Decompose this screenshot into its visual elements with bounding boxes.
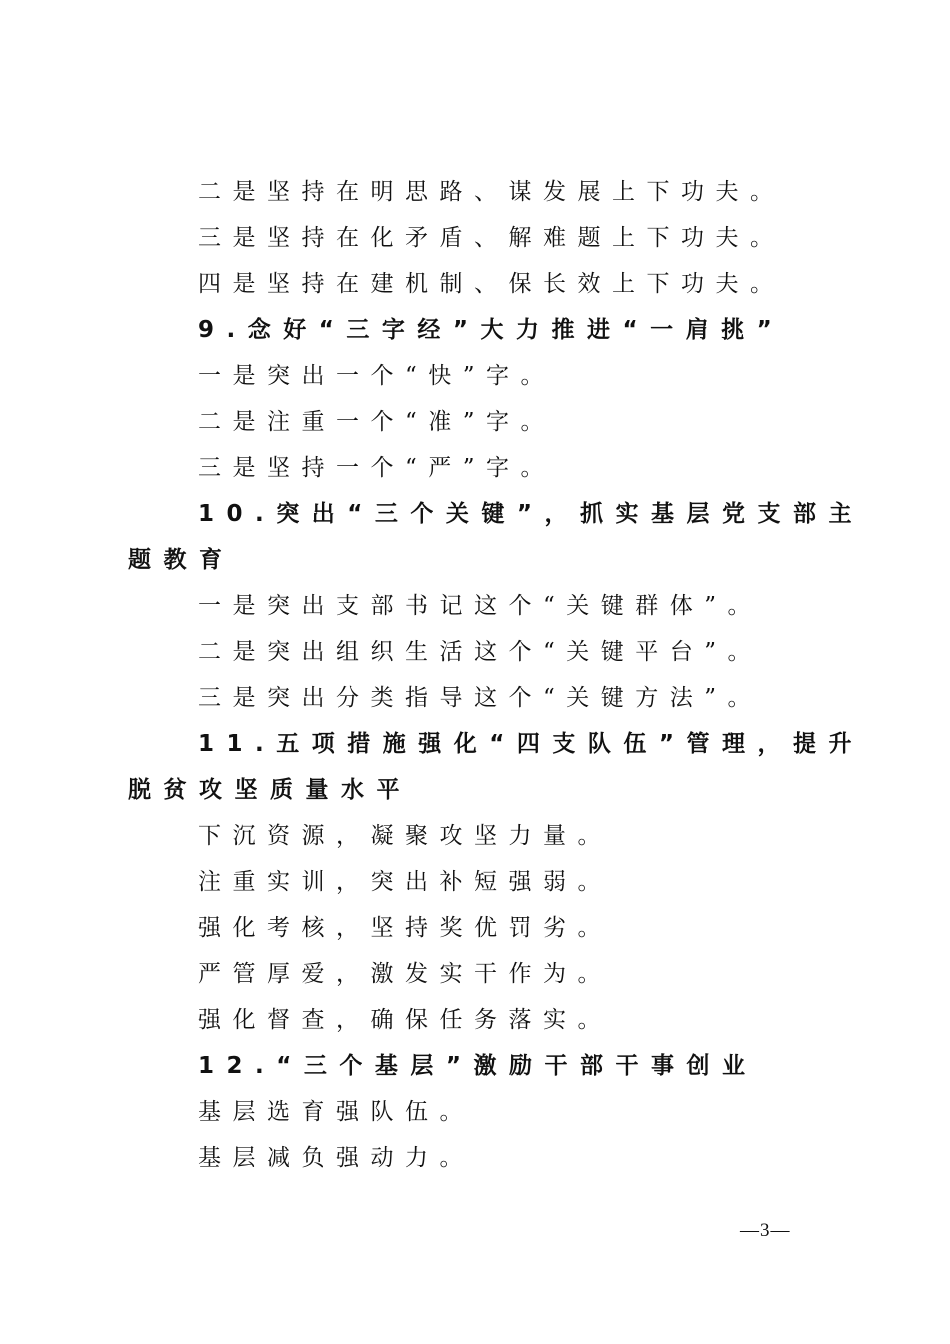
section-heading-11: 11.五项措施强化“四支队伍”管理，提升 <box>198 731 864 757</box>
body-line: 一是突出一个“快”字。 <box>198 363 556 389</box>
section-heading-10: 10.突出“三个关键”，抓实基层党支部主 <box>198 501 864 527</box>
body-line: 强化考核，坚持奖优罚劣。 <box>198 915 612 941</box>
body-line: 四是坚持在建机制、保长效上下功夫。 <box>198 271 785 297</box>
body-line: 二是注重一个“准”字。 <box>198 409 556 435</box>
body-line: 基层选育强队伍。 <box>198 1099 474 1125</box>
body-line: 注重实训，突出补短强弱。 <box>198 869 612 895</box>
body-line: 一是突出支部书记这个“关键群体”。 <box>198 593 763 619</box>
body-line: 三是突出分类指导这个“关键方法”。 <box>198 685 763 711</box>
body-line: 下沉资源，凝聚攻坚力量。 <box>198 823 612 849</box>
body-line: 基层减负强动力。 <box>198 1145 474 1171</box>
page-number: —3— <box>740 1220 791 1241</box>
section-heading-9: 9.念好“三字经”大力推进“一肩挑” <box>198 317 785 343</box>
section-heading-12: 12.“三个基层”激励干部干事创业 <box>198 1053 758 1079</box>
body-line: 二是坚持在明思路、谋发展上下功夫。 <box>198 179 785 205</box>
section-heading-10-cont: 题教育 <box>128 547 235 573</box>
body-line: 严管厚爱，激发实干作为。 <box>198 961 612 987</box>
body-line: 强化督查，确保任务落实。 <box>198 1007 612 1033</box>
section-heading-11-cont: 脱贫攻坚质量水平 <box>128 777 412 803</box>
body-line: 三是坚持一个“严”字。 <box>198 455 556 481</box>
body-line: 二是突出组织生活这个“关键平台”。 <box>198 639 763 665</box>
body-line: 三是坚持在化矛盾、解难题上下功夫。 <box>198 225 785 251</box>
